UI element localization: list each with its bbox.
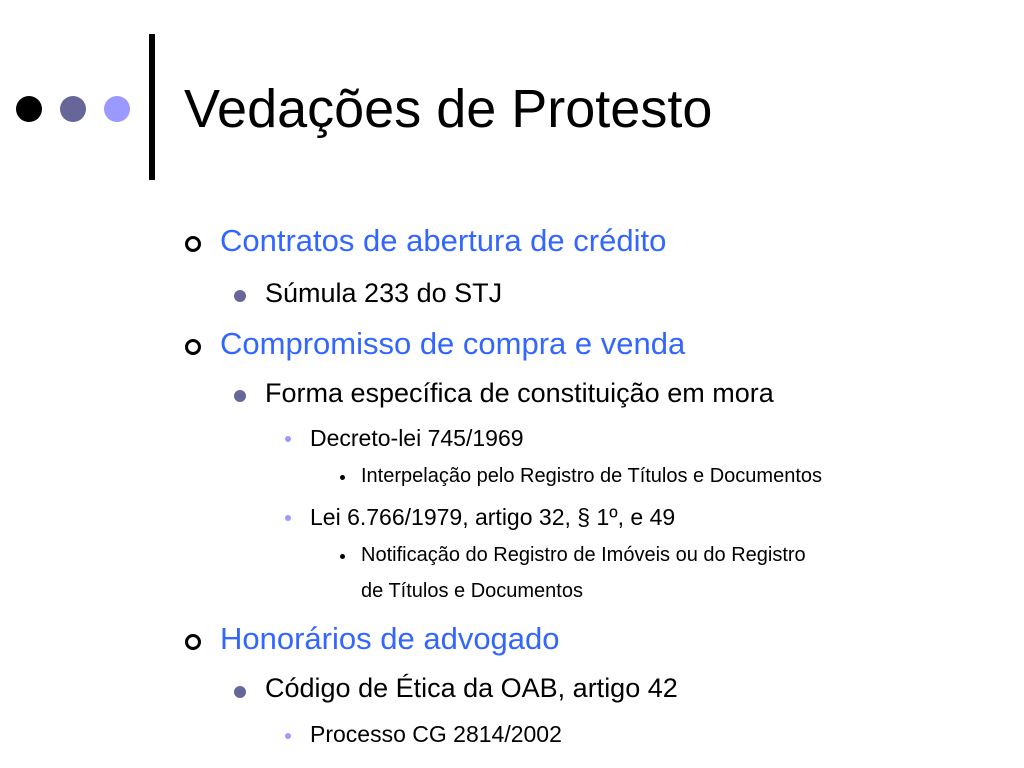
slide-title: Vedações de Protesto	[184, 79, 713, 139]
hollow-bullet-icon	[185, 236, 201, 252]
title-divider	[149, 34, 155, 180]
decorative-dot-lavender	[104, 96, 130, 122]
bullet-codigo: Código de Ética da OAB, artigo 42	[265, 673, 678, 703]
tiny-bullet-icon	[340, 475, 345, 480]
bullet-processo: Processo CG 2814/2002	[310, 721, 562, 747]
decorative-dot-slate	[60, 96, 86, 122]
bullet-sumula: Súmula 233 do STJ	[265, 278, 503, 308]
bullet-decreto: Decreto-lei 745/1969	[310, 425, 524, 451]
bullet-interpelacao: Interpelação pelo Registro de Títulos e Documentos	[361, 465, 823, 487]
disc-bullet-icon	[234, 686, 246, 698]
disc-bullet-icon	[234, 290, 246, 302]
decorative-dot-black	[16, 96, 42, 122]
bullet-notificacao-line1: Notificação do Registro de Imóveis ou do Registro	[361, 544, 806, 566]
bullet-honorarios: Honorários de advogado	[220, 621, 560, 656]
bullet-lei: Lei 6.766/1979, artigo 32, § 1º, e 49	[310, 504, 676, 530]
bullet-contratos: Contratos de abertura de crédito	[220, 223, 667, 258]
small-bullet-icon	[285, 436, 291, 442]
hollow-bullet-icon	[185, 634, 201, 650]
tiny-bullet-icon	[340, 554, 345, 559]
bullet-notificacao-line2: de Títulos e Documentos	[361, 580, 583, 602]
small-bullet-icon	[285, 515, 291, 521]
disc-bullet-icon	[234, 390, 246, 402]
bullet-compromisso: Compromisso de compra e venda	[220, 326, 686, 361]
bullet-forma: Forma específica de constituição em mora	[265, 378, 774, 408]
small-bullet-icon	[285, 733, 291, 739]
hollow-bullet-icon	[185, 339, 201, 355]
